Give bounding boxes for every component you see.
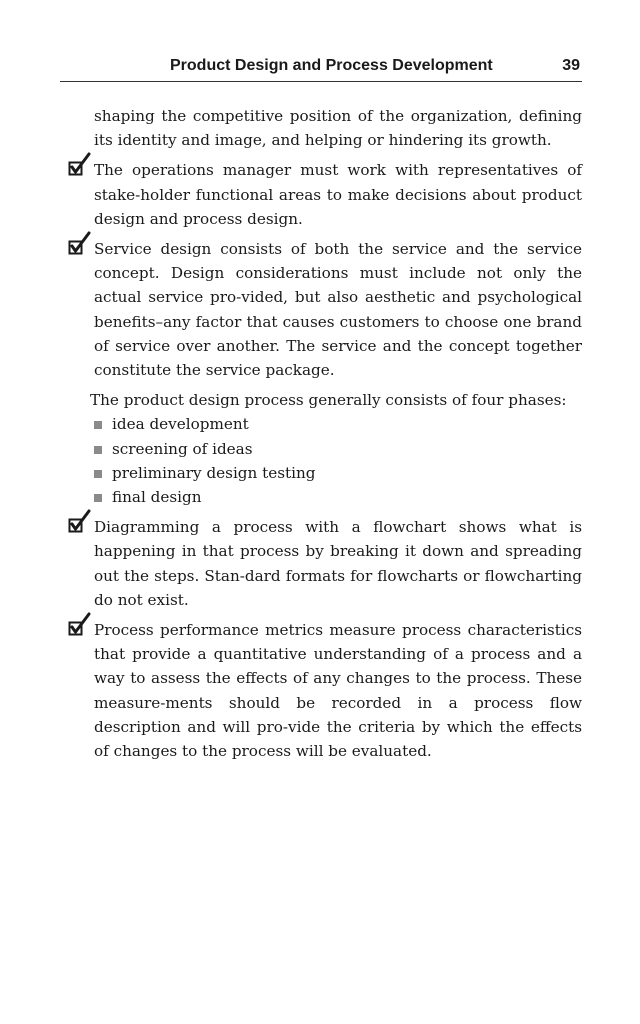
square-bullet-icon	[94, 446, 102, 454]
checked-paragraph	[60, 237, 582, 382]
paragraph-text: shaping the competitive position of the organization, defining its identity and image, and helping or hindering its growth.	[94, 107, 582, 150]
list-item-text: final design	[112, 488, 202, 507]
chapter-title: Product Design and Process Development	[170, 57, 493, 74]
checked-paragraph	[60, 515, 582, 612]
square-bullet-icon	[94, 494, 102, 502]
list-item	[94, 437, 582, 461]
phase-list	[60, 412, 582, 509]
list-item	[94, 485, 582, 509]
paragraph-text: Service design consists of both the service and the service concept. Design considerations must include not only the actual service pro-vided, but also aesthetic and psychological benefits–any factor that causes customers to choose one brand of service over another. The service and the concept together constitute the service package.	[94, 240, 582, 380]
paragraph-continuation	[60, 104, 582, 152]
paragraph-text: Process performance metrics measure process characteristics that provide a quantitative understanding of a process and a way to assess the effects of any changes to the process. These measure-ments should be recorded in a process flow description and will pro-vide the criteria by which the effects of changes to the process will be evaluated.	[94, 621, 582, 761]
checked-box-icon	[68, 231, 92, 259]
checked-box-icon	[68, 509, 92, 537]
paragraph-text: The operations manager must work with representatives of stake-holder functional areas to make decisions about product design and process design.	[94, 161, 582, 228]
square-bullet-icon	[94, 470, 102, 478]
running-header	[60, 55, 582, 82]
page-number: 39	[562, 57, 580, 74]
list-item-text: preliminary design testing	[112, 463, 316, 482]
checked-box-icon	[68, 612, 92, 640]
square-bullet-icon	[94, 421, 102, 429]
checked-box-icon	[68, 152, 92, 180]
list-item	[94, 412, 582, 436]
list-intro: The product design process generally consists of four phases:	[90, 391, 567, 410]
paragraph-text: Diagramming a process with a flowchart shows what is happening in that process by breaking it down and spreading out the steps. Stan-dard formats for flowcharts or flowcharting do not exist.	[94, 518, 582, 609]
checked-paragraph	[60, 618, 582, 763]
list-item-text: screening of ideas	[112, 439, 253, 458]
list-item	[94, 461, 582, 485]
body-text	[60, 104, 582, 769]
checked-paragraph	[60, 158, 582, 231]
list-item-text: idea development	[112, 415, 249, 434]
